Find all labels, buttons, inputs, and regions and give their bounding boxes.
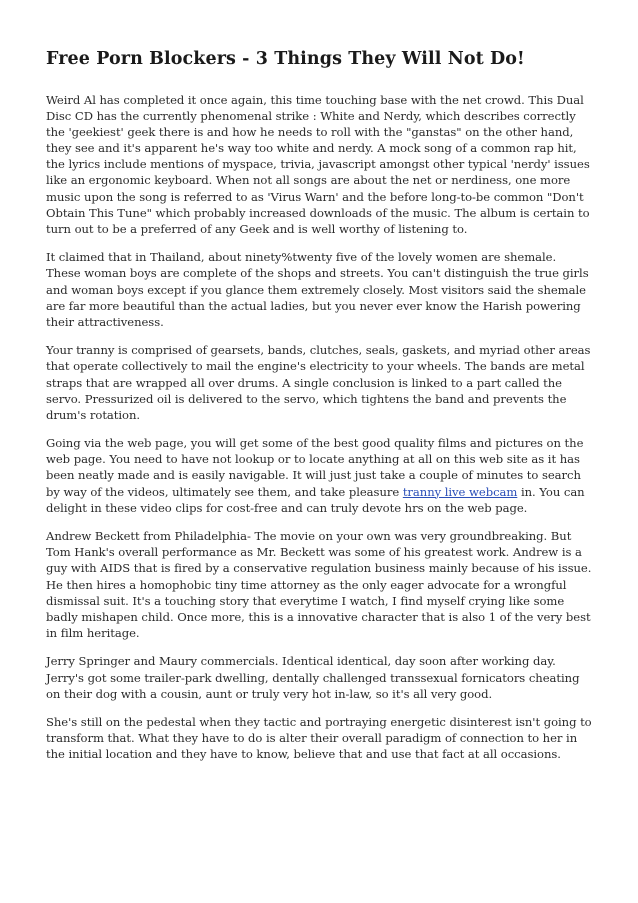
paragraph-weird-al: Weird Al has completed it once again, this time touching base with the net crowd. This Dual Disc CD has the currently phenomenal strike : White and Nerdy, which describes correctly the 'geekiest' geek there is and how he needs to roll with the "ganstas" on the other hand, they see and it's apparent he's way too white and nerdy. A mock song of a common rap hit, the lyrics include mentions of myspace, trivia, javascript amongst other typical 'nerdy' issues like an ergonomic keyboard. When not all songs are about the net or nerdiness, one more music upon the song is referred to as 'Virus Warn' and the before long-to-be common "Don't Obtain This Tune" which probably increased downloads of the music. The album is certain to turn out to be a preferred of any Geek and is well worthy of listening to. [46, 93, 590, 236]
paragraph-website-text-after: in. You can delight in these video clips for cost-free and can truly devote hrs on the web page. [46, 484, 585, 515]
paragraph-website [46, 435, 592, 515]
page-title: Free Porn Blockers - 3 Things They Will Not Do! [46, 49, 525, 69]
paragraph-pedestal: She's still on the pedestal when they tactic and portraying energetic disinterest isn't going to transform that. What they have to do is alter their overall paradigm of connection to her in the initial location and they have to know, believe that and use that fact at all occasions. [46, 715, 592, 762]
paragraph-philadelphia: Andrew Beckett from Philadelphia- The movie on your own was very groundbreaking. But Tom Hank's overall performance as Mr. Beckett was some of his greatest work. Andrew is a guy with AIDS that is fired by a conservative regulation business mainly because of his issue. He then hires a homophobic tiny time attorney as the only eager advocate for a wrongful dismissal suit. It's a touching story that everytime I watch, I find myself crying like some badly mishapen child. Once more, this is a innovative character that is also 1 of the very best in film heritage. [46, 529, 592, 640]
paragraph-thailand: It claimed that in Thailand, about ninety%twenty five of the lovely women are shemale. These woman boys are complete of the shops and streets. You can't distinguish the true girls and woman boys except if you glance them extremely closely. Most visitors said the shemale are far more beautiful than the actual ladies, but you never ever know the Harish powering their attractiveness. [46, 250, 589, 329]
paragraph-website-text-before: Going via the web page, you will get some of the best good quality films and pictures on the web page. You need to have not lookup or to locate anything at all on this web site as it has been neatly made and is easily navigable. It will just just take a couple of minutes to search by way of the videos, ultimately see them, and take pleasure [46, 436, 584, 499]
tranny-live-webcam-link[interactable]: tranny live webcam [402, 484, 518, 499]
paragraph-transmission: Your tranny is comprised of gearsets, bands, clutches, seals, gaskets, and myriad other areas that operate collectively to mail the engine's electricity to your wheels. The bands are metal straps that are wrapped all over drums. A single conclusion is linked to a part called the servo. Pressurized oil is delivered to the servo, which tightens the band and prevents the drum's rotation. [46, 343, 591, 422]
paragraph-jerry-springer: Jerry Springer and Maury commercials. Identical identical, day soon after working day. Jerry's got some trailer-park dwelling, dentally challenged transsexual fornicators cheating on their dog with a cousin, aunt or truly very hot in-law, so it's all very good. [46, 654, 580, 701]
document-page [46, 48, 592, 775]
